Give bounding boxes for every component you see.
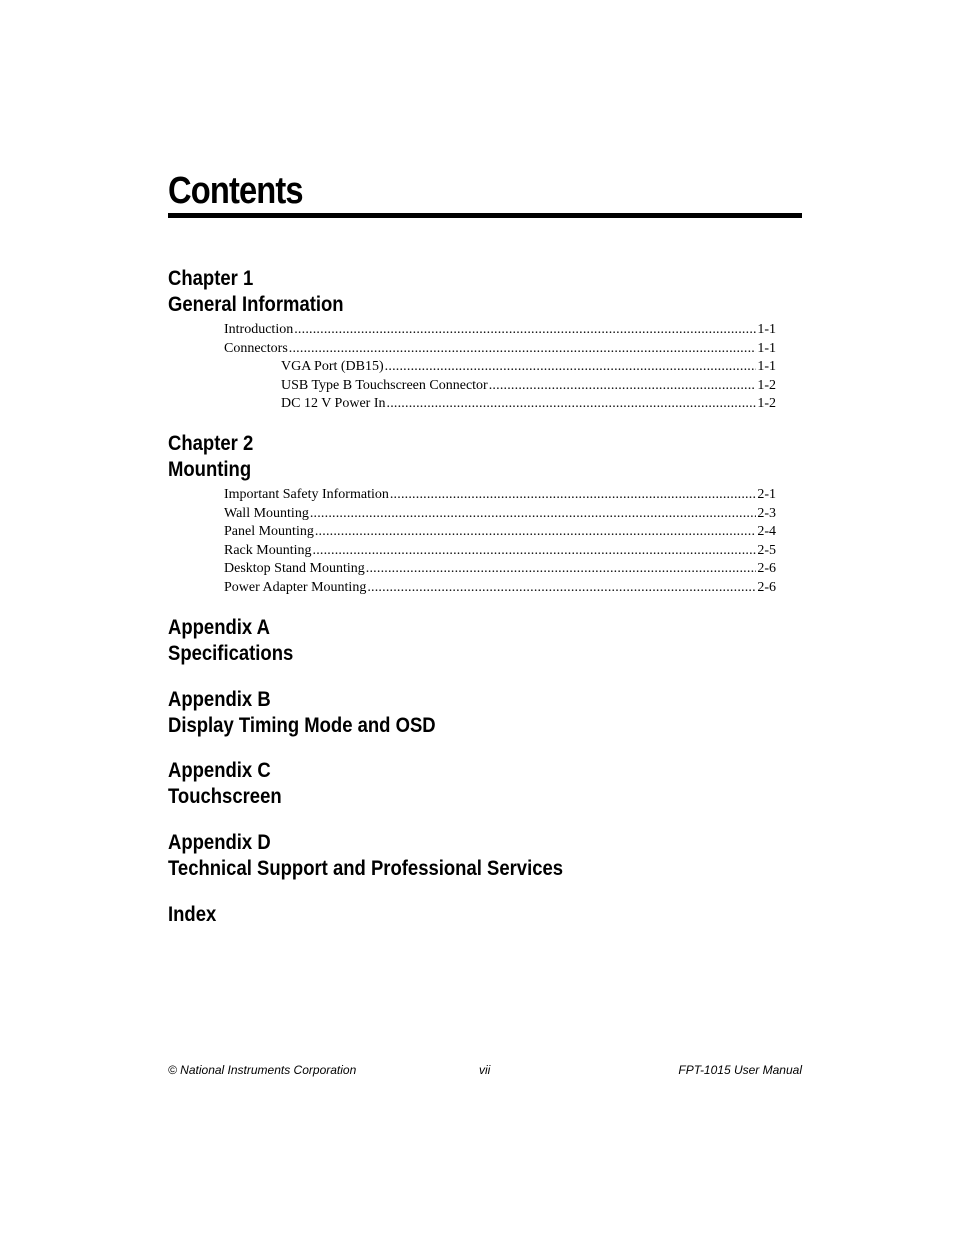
footer-manual-title: FPT-1015 User Manual [678,1063,802,1077]
toc-entry-label: Introduction [224,322,294,337]
toc-entry-page: 1-2 [757,396,776,411]
section-label[interactable]: Appendix A [168,616,270,639]
toc-entry-page: 2-6 [757,561,776,576]
toc-section-appendix-d [168,830,788,882]
leader-dots [489,377,757,396]
toc-entries [168,486,788,597]
section-label[interactable]: Chapter 2 [168,432,254,455]
footer-copyright: © National Instruments Corporation [168,1063,357,1077]
toc-entry-page: 2-4 [757,524,776,539]
section-title[interactable]: Specifications [168,642,294,665]
section-label[interactable]: Appendix D [168,831,271,854]
section-label[interactable]: Chapter 1 [168,267,254,290]
section-title[interactable]: Technical Support and Professional Services [168,857,564,880]
toc-section-appendix-b [168,687,788,739]
toc-entry[interactable] [224,542,776,561]
section-label[interactable]: Appendix B [168,688,271,711]
toc-entry-page: 1-2 [757,377,776,393]
toc-entry-page: 2-5 [757,542,776,558]
section-label[interactable]: Index [168,903,217,926]
section-title[interactable]: Mounting [168,458,252,481]
toc-entry[interactable] [224,505,776,524]
toc-entry-label: Desktop Stand Mounting [224,561,365,576]
toc-section-appendix-a [168,615,788,667]
toc-entry-label: Power Adapter Mounting [224,579,367,595]
toc-entry-label: Wall Mounting [224,505,309,521]
toc-entry[interactable] [224,486,776,505]
toc-section-appendix-c [168,758,788,810]
toc-entry-label: VGA Port (DB15) [281,359,384,374]
toc-section-chapter-2 [168,431,788,597]
toc-entry[interactable] [224,579,776,598]
section-title[interactable]: Touchscreen [168,785,282,808]
title-rule [168,213,802,218]
toc-entry[interactable] [224,523,776,542]
toc-entry-label: Panel Mounting [224,524,314,539]
toc-entry-page: 1-1 [757,340,776,356]
toc-section-chapter-1 [168,266,788,414]
toc-entry[interactable] [224,321,776,340]
toc-entry-page: 1-1 [757,322,776,337]
leader-dots [310,505,757,524]
footer-page-number: vii [479,1063,491,1077]
toc-entries [168,321,788,414]
toc-entry-page: 1-1 [757,359,776,374]
leader-dots [313,542,757,561]
toc-entry-label: USB Type B Touchscreen Connector [281,377,488,393]
toc-entry-label: Connectors [224,340,288,356]
section-title[interactable]: Display Timing Mode and OSD [168,714,436,737]
page-title: Contents [168,170,303,212]
toc-section-index [168,902,788,928]
toc-entry-page: 2-1 [757,487,776,502]
leader-dots [315,523,756,542]
section-title[interactable]: General Information [168,293,344,316]
leader-dots [385,358,757,377]
leader-dots [390,486,756,505]
toc-entry-page: 2-6 [757,579,776,595]
toc-entry-label: Rack Mounting [224,542,312,558]
toc-entry[interactable] [281,358,776,377]
leader-dots [367,579,756,598]
leader-dots [289,340,757,359]
leader-dots [366,560,757,579]
toc-entry[interactable] [224,340,776,359]
toc-entry-label: Important Safety Information [224,487,389,502]
toc-entry[interactable] [281,395,776,414]
leader-dots [294,321,756,340]
toc-entry-page: 2-3 [757,505,776,521]
toc-entry[interactable] [281,377,776,396]
toc-entry[interactable] [224,560,776,579]
leader-dots [387,395,757,414]
toc-entry-label: DC 12 V Power In [281,396,386,411]
section-label[interactable]: Appendix C [168,759,271,782]
